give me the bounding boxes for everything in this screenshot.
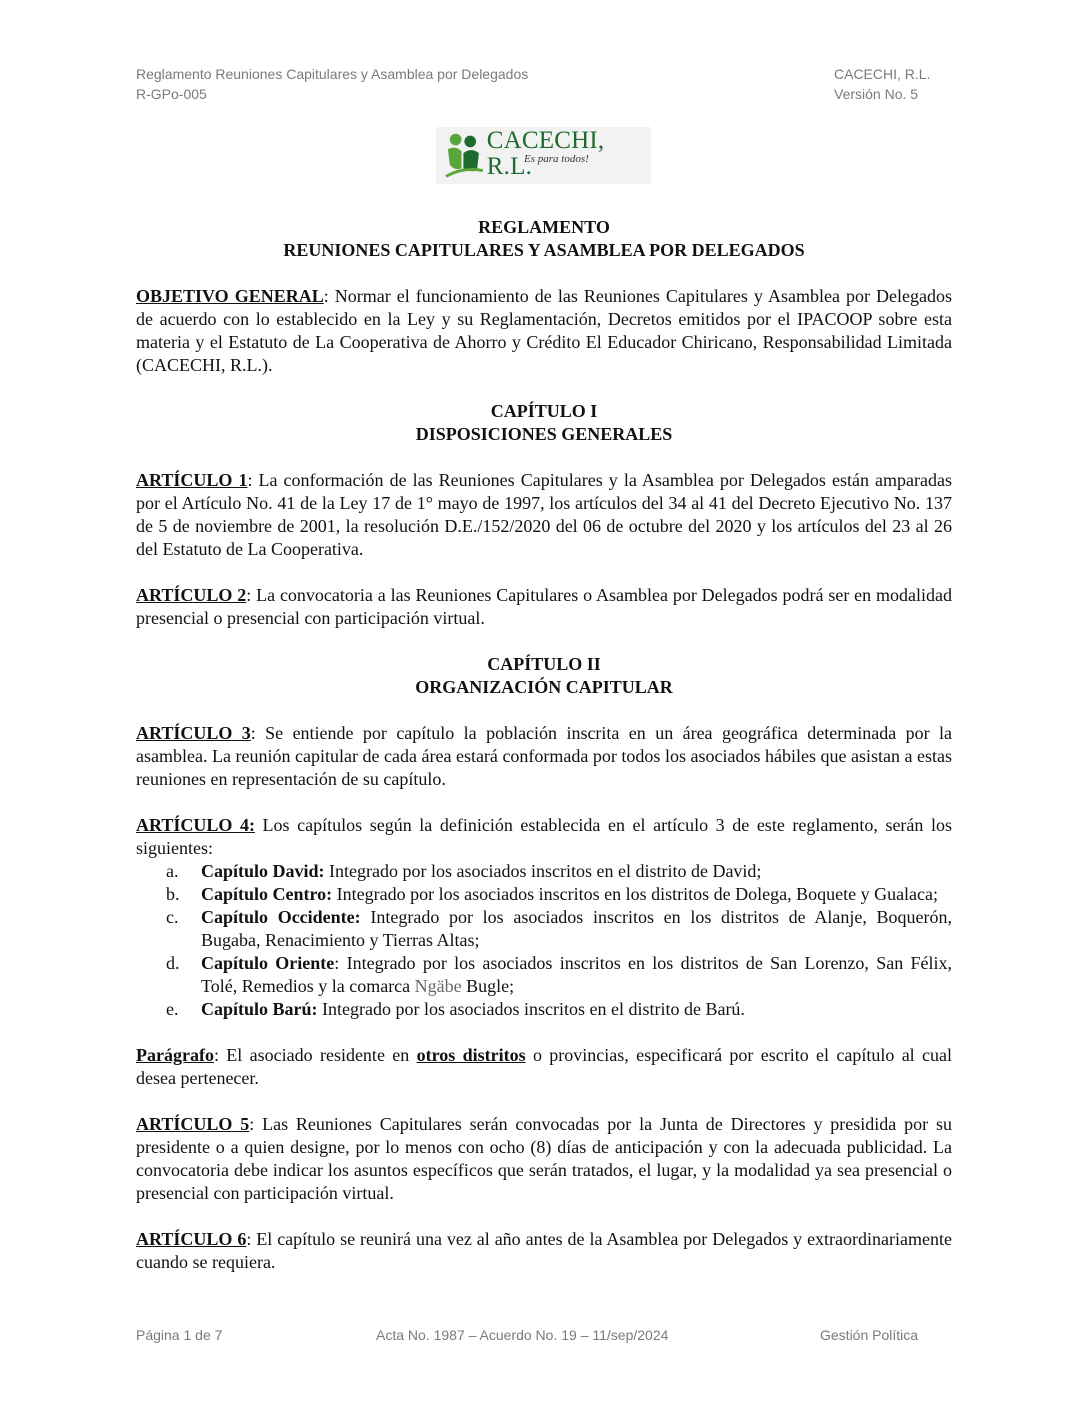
article-5-text: : Las Reuniones Capitulares serán convocadas por la Junta de Directores y presidida por su presidente o a quien designe, por lo menos con ocho (8) días de anticipación y con la adecuada publicidad. La convocatoria debe indicar los asuntos específicos que serán tratados, el lugar, y la modalidad ya sea presencial o presencial con participación virtual.	[136, 1114, 952, 1203]
article-3	[136, 722, 952, 791]
header-left	[136, 64, 528, 104]
chapter-2-number: CAPÍTULO II	[487, 654, 601, 674]
document-body	[136, 216, 952, 1274]
objetivo-text: : Normar el funcionamiento de las Reuniones Capitulares y Asamblea por Delegados de acuerdo con lo establecido en la Ley y su Reglamentación, Decretos emitidos por el IPACOOP sobre esta materia y el Estatuto de La Cooperativa de Ahorro y Crédito El Educador Chiricano, Responsabilidad Limitada (CACECHI, R.L.).	[136, 286, 952, 375]
list-item-text: : Integrado por los asociados inscritos en los distritos de San Lorenzo, San Félix, Tolé, Remedios y la comarca	[201, 953, 953, 996]
list-item-name: Capítulo Centro:	[201, 884, 333, 904]
list-item	[136, 860, 952, 883]
article-2	[136, 584, 952, 630]
article-1-text: : La conformación de las Reuniones Capitulares y la Asamblea por Delegados están amparadas por el Artículo No. 41 de la Ley 17 de 1° mayo de 1997, los artículos del 34 al 41 del Decreto Ejecutivo No. 137 de 5 de noviembre de 2001, la resolución D.E./152/2020 del 06 de octubre del 2020 y los artículos del 23 al 26 del Estatuto de La Cooperativa.	[136, 470, 952, 559]
paragrafo-text2: o provincias, especificará por escrito el capítulo al cual desea pertenecer.	[136, 1045, 953, 1088]
list-item-text: Integrado por los asociados inscritos en el distrito de David;	[324, 861, 762, 881]
article-4-text: Los capítulos según la definición establecida en el artículo 3 de este reglamento, serán los siguientes:	[136, 815, 953, 858]
list-item-text: Integrado por los asociados inscritos en los distritos de Alanje, Boquerón, Bugaba, Renacimiento y Tierras Altas;	[201, 907, 952, 950]
chapter-2-title: ORGANIZACIÓN CAPITULAR	[415, 677, 673, 697]
article-6	[136, 1228, 952, 1274]
paragrafo	[136, 1044, 952, 1090]
chapter-2-heading	[136, 653, 952, 699]
footer-acta: Acta No. 1987 – Acuerdo No. 19 – 11/sep/2024	[376, 1327, 669, 1343]
chapter-1-title: DISPOSICIONES GENERALES	[415, 424, 673, 444]
article-3-label: ARTÍCULO 3	[136, 723, 251, 743]
list-marker: e.	[166, 999, 179, 1019]
paragrafo-emphasis: otros distritos	[416, 1045, 526, 1065]
header-right	[834, 64, 930, 104]
header-doc-title: Reglamento Reuniones Capitulares y Asamblea por Delegados	[136, 66, 529, 82]
article-2-label: ARTÍCULO 2	[136, 585, 247, 605]
document-title	[136, 216, 952, 262]
list-item-gray-word: Ngäbe	[414, 976, 462, 996]
people-logo-icon	[444, 131, 483, 181]
list-item-name: Capítulo Oriente	[201, 953, 335, 973]
header-org-name: CACECHI, R.L.	[834, 66, 931, 82]
article-4-label: ARTÍCULO 4:	[136, 815, 255, 835]
footer-area: Gestión Política	[820, 1327, 919, 1343]
chapter-1-heading	[136, 400, 952, 446]
article-5-label: ARTÍCULO 5	[136, 1114, 250, 1134]
list-item-text: Integrado por los asociados inscritos en el distrito de Barú.	[317, 999, 745, 1019]
list-item-tail: Bugle;	[461, 976, 515, 996]
list-item-name: Capítulo David:	[201, 861, 325, 881]
article-6-text: : El capítulo se reunirá una vez al año antes de la Asamblea por Delegados y extraordinariamente cuando se requiera.	[136, 1229, 952, 1272]
list-item	[136, 952, 952, 998]
list-marker: b.	[166, 884, 180, 904]
list-item	[136, 883, 952, 906]
paragrafo-text1: : El asociado residente en	[213, 1045, 417, 1065]
list-marker: c.	[166, 907, 179, 927]
title-line2: REUNIONES CAPITULARES Y ASAMBLEA POR DELEGADOS	[283, 240, 805, 260]
article-2-text: : La convocatoria a las Reuniones Capitulares o Asamblea por Delegados podrá ser en modalidad presencial o presencial con participación virtual.	[136, 585, 953, 628]
chapter-1-number: CAPÍTULO I	[490, 401, 598, 421]
chapter-list	[136, 860, 952, 1021]
article-3-text: : Se entiende por capítulo la población inscrita en un área geográfica determinada por la asamblea. La reunión capitular de cada área estará conformada por todos los asociados hábiles que asistan a estas reuniones en representación de su capítulo.	[136, 723, 952, 789]
logo-name: CACECHI, R.L.	[486, 126, 605, 180]
article-6-label: ARTÍCULO 6	[136, 1229, 247, 1249]
list-marker: a.	[166, 861, 179, 881]
objetivo-label: OBJETIVO GENERAL	[136, 286, 324, 306]
article-5	[136, 1113, 952, 1205]
title-line1: REGLAMENTO	[478, 217, 610, 237]
objetivo-general	[136, 285, 952, 377]
header-doc-code: R-GPo-005	[136, 86, 207, 102]
list-item-text: Integrado por los asociados inscritos en los distritos de Dolega, Boquete y Gualaca;	[332, 884, 939, 904]
footer-page-number: Página 1 de 7	[136, 1327, 223, 1343]
list-item	[136, 998, 952, 1021]
article-1	[136, 469, 952, 561]
cacechi-logo	[436, 127, 651, 184]
list-item-name: Capítulo Barú:	[201, 999, 318, 1019]
paragrafo-label: Parágrafo	[136, 1045, 214, 1065]
list-marker: d.	[166, 953, 180, 973]
article-4	[136, 814, 952, 860]
list-item	[136, 906, 952, 952]
logo-tagline: Es para todos!	[524, 153, 589, 165]
article-1-label: ARTÍCULO 1	[136, 470, 248, 490]
list-item-name: Capítulo Occidente:	[201, 907, 361, 927]
header-version: Versión No. 5	[834, 86, 919, 102]
